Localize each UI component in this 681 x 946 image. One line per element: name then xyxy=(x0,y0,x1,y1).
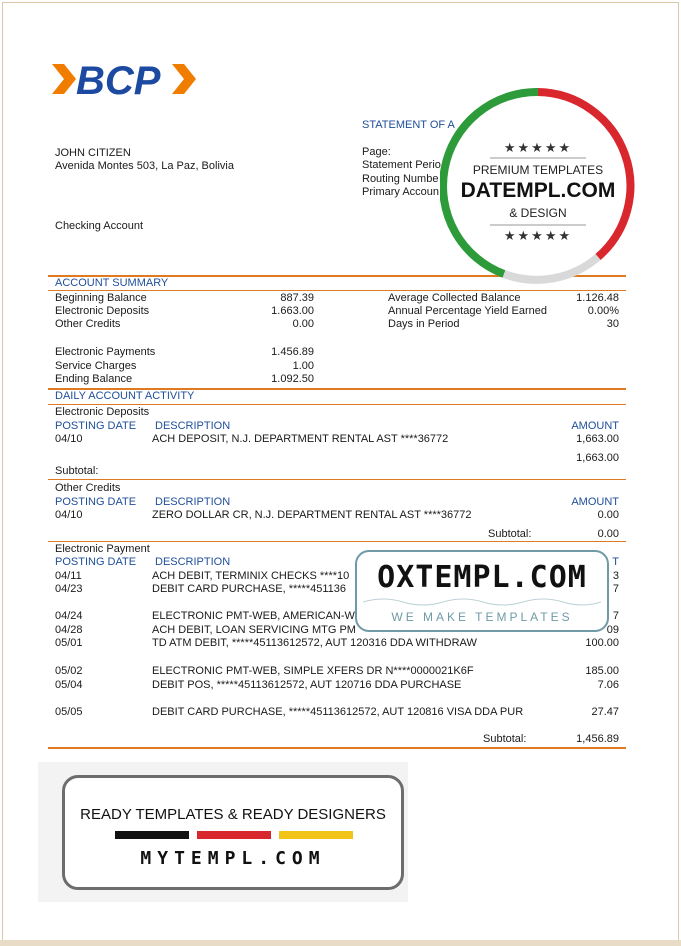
datempl-line3: & DESIGN xyxy=(509,206,567,220)
logo-text: BCP xyxy=(76,59,161,102)
summary-label: Average Collected Balance xyxy=(388,292,521,304)
col-description: DESCRIPTION xyxy=(155,420,231,432)
row-date: 05/01 xyxy=(55,637,83,649)
oxtempl-watermark xyxy=(355,550,609,632)
oxtempl-title: OXTEMPL.COM xyxy=(377,560,587,595)
summary-label: Annual Percentage Yield Earned xyxy=(388,305,548,317)
mytempl-color-bars xyxy=(115,831,355,839)
summary-value: 887.39 xyxy=(280,292,314,304)
row-amount: 185.00 xyxy=(585,665,619,677)
mytempl-watermark xyxy=(62,775,404,890)
col-description: DESCRIPTION xyxy=(155,556,231,568)
customer-name: JOHN CITIZEN xyxy=(55,147,131,159)
row-description: DEBIT POS, *****45113612572, AUT 120716 DDA PURCHASE xyxy=(152,679,462,691)
row-date: 04/11 xyxy=(55,570,82,582)
row-amount: 100.00 xyxy=(585,637,619,649)
deposits-title: Electronic Deposits xyxy=(55,406,150,418)
account-type: Checking Account xyxy=(55,220,144,232)
row-amount: 3 xyxy=(612,570,619,582)
row-date: 04/10 xyxy=(55,509,83,521)
row-description: ZERO DOLLAR CR, N.J. DEPARTMENT RENTAL AST ****36772 xyxy=(152,509,472,521)
col-description: DESCRIPTION xyxy=(155,496,231,508)
mytempl-bottom: MYTEMPL.COM xyxy=(140,848,326,869)
col-posting-date: POSTING DATE xyxy=(55,556,137,568)
row-amount: 1,663.00 xyxy=(576,433,619,445)
row-date: 05/05 xyxy=(55,706,83,718)
summary-label: Beginning Balance xyxy=(55,292,147,304)
customer-address: Avenida Montes 503, La Paz, Bolivia xyxy=(55,160,234,172)
col-amount: AMOUNT xyxy=(571,420,619,432)
row-description: ACH DEPOSIT, N.J. DEPARTMENT RENTAL AST ****36772 xyxy=(152,433,449,445)
row-description: ACH DEBIT, TERMINIX CHECKS ****10 xyxy=(152,570,350,582)
credits-rule xyxy=(48,541,626,542)
summary-value: 1.00 xyxy=(292,360,314,372)
oxtempl-wave xyxy=(363,596,601,608)
payments-subtotal-label: Subtotal: xyxy=(483,733,527,745)
credits-subtotal-label: Subtotal: xyxy=(488,528,532,540)
mytempl-top: READY TEMPLATES & READY DESIGNERS xyxy=(80,806,386,823)
datempl-watermark xyxy=(440,88,636,284)
deposits-subtotal-label: Subtotal: xyxy=(55,465,99,477)
summary-label: Other Credits xyxy=(55,318,121,330)
summary-value: 1.092.50 xyxy=(271,373,314,385)
summary-value: 0.00 xyxy=(292,318,314,330)
activity-rule-bottom xyxy=(48,404,626,405)
statement-title: STATEMENT OF A xyxy=(362,119,455,131)
row-amount: 7 xyxy=(612,583,619,595)
payments-title: Electronic Payment xyxy=(55,543,150,555)
row-date: 05/04 xyxy=(55,679,83,691)
payments-rule xyxy=(48,747,626,749)
summary-label: Days in Period xyxy=(388,318,460,330)
row-description: ELECTRONIC PMT-WEB, AMERICAN-W xyxy=(152,610,355,622)
row-date: 04/10 xyxy=(55,433,83,445)
statement-label-page: Page: xyxy=(362,146,391,158)
row-date: 04/24 xyxy=(55,610,83,622)
col-amount-partial: T xyxy=(612,556,619,568)
col-posting-date: POSTING DATE xyxy=(55,420,137,432)
statement-label-account: Primary Accoun xyxy=(362,186,440,198)
row-date: 04/28 xyxy=(55,624,83,636)
row-date: 05/02 xyxy=(55,665,83,677)
row-amount: 7.06 xyxy=(597,679,619,691)
summary-value: 30 xyxy=(606,318,619,330)
datempl-stars-bottom: ★★★★★ xyxy=(503,228,573,243)
summary-label: Service Charges xyxy=(55,360,137,372)
row-amount: 0.00 xyxy=(597,509,619,521)
row-amount: 27.47 xyxy=(591,706,619,718)
summary-value: 1.456.89 xyxy=(271,346,314,358)
summary-title: ACCOUNT SUMMARY xyxy=(55,277,169,289)
col-posting-date: POSTING DATE xyxy=(55,496,137,508)
summary-label: Electronic Deposits xyxy=(55,305,150,317)
activity-title: DAILY ACCOUNT ACTIVITY xyxy=(55,390,195,402)
summary-label: Ending Balance xyxy=(55,373,133,385)
datempl-line2: DATEMPL.COM xyxy=(460,179,616,202)
row-description: DEBIT CARD PURCHASE, *****451136 xyxy=(152,583,347,595)
row-date: 04/23 xyxy=(55,583,83,595)
oxtempl-subtitle: WE MAKE TEMPLATES xyxy=(391,610,573,624)
payments-subtotal: 1,456.89 xyxy=(576,733,619,745)
datempl-stars-top: ★★★★★ xyxy=(503,140,573,155)
col-amount: AMOUNT xyxy=(571,496,619,508)
page-bottom-strip xyxy=(0,940,681,946)
row-description: ACH DEBIT, LOAN SERVICING MTG PM xyxy=(152,624,356,636)
deposits-subtotal: 1,663.00 xyxy=(576,452,619,464)
deposits-rule xyxy=(48,479,626,480)
credits-title: Other Credits xyxy=(55,482,121,494)
summary-value: 0.00% xyxy=(587,305,619,317)
row-amount: 7 xyxy=(612,610,619,622)
statement-label-period: Statement Perio xyxy=(362,159,441,171)
credits-subtotal: 0.00 xyxy=(597,528,619,540)
summary-value: 1.126.48 xyxy=(576,292,619,304)
row-description: ELECTRONIC PMT-WEB, SIMPLE XFERS DR N****0000021K6F xyxy=(152,665,474,677)
summary-label: Electronic Payments xyxy=(55,346,156,358)
row-description: TD ATM DEBIT, *****45113612572, AUT 120316 DDA WITHDRAW xyxy=(152,637,477,649)
datempl-line1: PREMIUM TEMPLATES xyxy=(472,163,604,177)
row-amount: 09 xyxy=(606,624,619,636)
bcp-logo xyxy=(50,56,210,102)
row-description: DEBIT CARD PURCHASE, *****45113612572, AUT 120816 VISA DDA PUR xyxy=(152,706,524,718)
summary-rule-bottom xyxy=(48,290,626,291)
statement-label-routing: Routing Numbe xyxy=(362,173,439,185)
summary-value: 1.663.00 xyxy=(271,305,314,317)
